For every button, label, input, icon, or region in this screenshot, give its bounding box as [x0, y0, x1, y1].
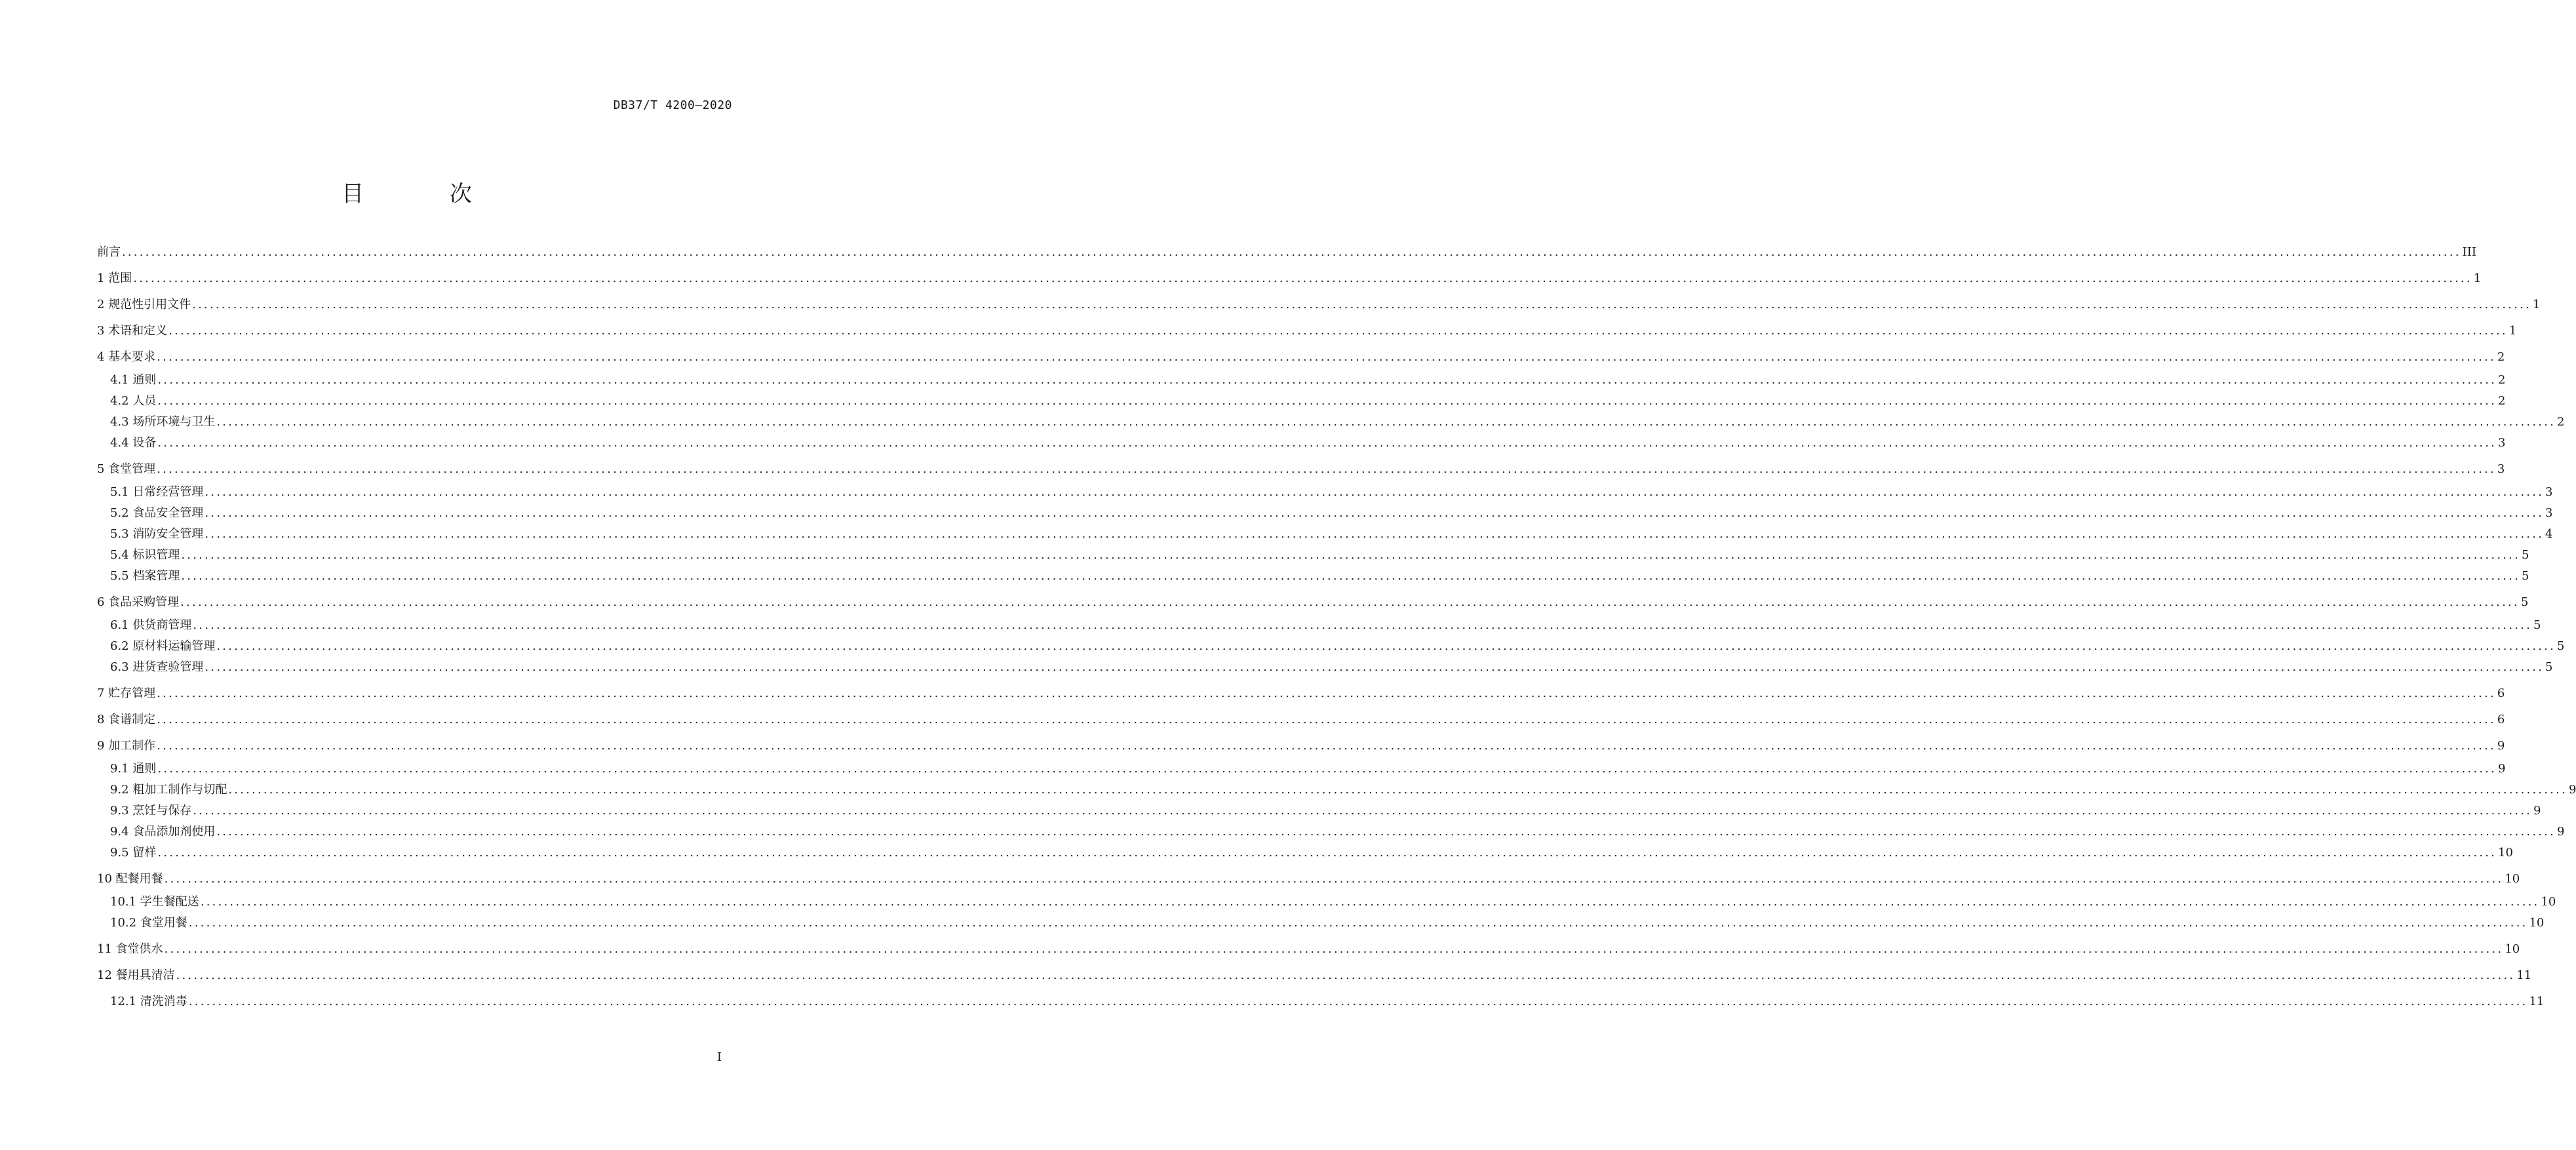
toc-entry-page: 1: [2508, 324, 2517, 338]
toc-entry-label: 2 规范性引用文件: [97, 298, 191, 311]
toc-entry[interactable]: [110, 803, 2541, 820]
toc-entry-label: 6 食品采购管理: [97, 595, 180, 609]
toc-entry-label: 9.5 留样: [110, 846, 157, 860]
toc-entry-label: 5.1 日常经营管理: [110, 485, 204, 499]
toc-leader-dots: ................................................................................................................................................................................................................................................................................................................................................................................................................: [157, 394, 2497, 408]
toc-entry[interactable]: [110, 993, 2545, 1010]
toc-entry[interactable]: [97, 270, 2482, 287]
toc-entry[interactable]: [97, 967, 2532, 984]
toc-entry[interactable]: [110, 435, 2506, 452]
page-number: I: [716, 1050, 722, 1064]
toc-entry-page: 10: [2505, 942, 2520, 956]
toc-leader-dots: ................................................................................................................................................................................................................................................................................................................................................................................................................: [168, 324, 2508, 338]
toc-entry[interactable]: [110, 761, 2506, 778]
toc-entry-page: 5: [2520, 595, 2529, 609]
toc-entry[interactable]: [97, 711, 2505, 728]
toc-entry-page: 9: [2533, 804, 2541, 818]
toc-entry[interactable]: [110, 547, 2529, 564]
toc-leader-dots: ................................................................................................................................................................................................................................................................................................................................................................................................................: [157, 713, 2496, 726]
toc-entry-page: 3: [2545, 485, 2553, 499]
toc-leader-dots: ................................................................................................................................................................................................................................................................................................................................................................................................................: [205, 527, 2545, 541]
toc-entry[interactable]: [97, 323, 2517, 340]
toc-entry-page: 3: [2497, 462, 2505, 476]
toc-entry-page: 11: [2529, 995, 2545, 1008]
toc-entry[interactable]: [97, 244, 2477, 261]
toc-entry-label: 6.3 进货查验管理: [110, 660, 204, 674]
toc-entry-label: 4 基本要求: [97, 350, 156, 364]
toc-entry-label: 10 配餐用餐: [97, 872, 163, 886]
toc-entry[interactable]: [110, 894, 2556, 911]
toc-leader-dots: ................................................................................................................................................................................................................................................................................................................................................................................................................: [176, 968, 2516, 982]
toc-entry-label: 10.1 学生餐配送: [110, 895, 199, 909]
toc-entry[interactable]: [110, 659, 2553, 676]
toc-entry-page: 5: [2557, 639, 2565, 653]
toc-entry-page: 10: [2505, 872, 2520, 886]
toc-entry-label: 前言: [97, 245, 121, 259]
toc-entry-label: 11 食堂供水: [97, 942, 163, 956]
toc-entry-label: 7 贮存管理: [97, 686, 156, 700]
toc-entry[interactable]: [97, 738, 2505, 755]
toc-entry-page: 9: [2569, 783, 2576, 797]
toc-entry-label: 4.2 人员: [110, 394, 157, 408]
toc-entry-page: 10: [2541, 895, 2556, 909]
toc-entry-page: 3: [2545, 506, 2553, 520]
document-code: DB37/T 4200—2020: [613, 98, 732, 112]
toc-leader-dots: ................................................................................................................................................................................................................................................................................................................................................................................................................: [181, 548, 2521, 562]
toc-entry-label: 4.1 通则: [110, 373, 157, 387]
toc-leader-dots: ................................................................................................................................................................................................................................................................................................................................................................................................................: [133, 271, 2472, 285]
toc-entry-page: 10: [2529, 916, 2545, 930]
toc-entry-page: III: [2462, 245, 2477, 259]
toc-leader-dots: ................................................................................................................................................................................................................................................................................................................................................................................................................: [228, 783, 2568, 797]
toc-entry[interactable]: [97, 941, 2520, 958]
toc-leader-dots: ................................................................................................................................................................................................................................................................................................................................................................................................................: [205, 506, 2545, 520]
toc-entry-label: 6.2 原材料运输管理: [110, 639, 216, 653]
toc-entry-page: 2: [2497, 350, 2505, 364]
toc-entry-label: 10.2 食堂用餐: [110, 916, 187, 930]
toc-leader-dots: ................................................................................................................................................................................................................................................................................................................................................................................................................: [180, 595, 2520, 609]
toc-entry-page: 3: [2498, 436, 2506, 450]
toc-entry[interactable]: [97, 461, 2505, 478]
toc-entry[interactable]: [110, 844, 2513, 862]
toc-entry-label: 9 加工制作: [97, 739, 156, 753]
toc-entry[interactable]: [110, 915, 2545, 932]
toc-leader-dots: ................................................................................................................................................................................................................................................................................................................................................................................................................: [205, 660, 2545, 674]
toc-leader-dots: ................................................................................................................................................................................................................................................................................................................................................................................................................: [164, 942, 2504, 956]
toc-entry-page: 9: [2497, 739, 2505, 753]
toc-leader-dots: ................................................................................................................................................................................................................................................................................................................................................................................................................: [157, 739, 2496, 753]
toc-entry-page: 6: [2497, 713, 2505, 726]
toc-leader-dots: ................................................................................................................................................................................................................................................................................................................................................................................................................: [157, 436, 2497, 450]
toc-entry-label: 9.4 食品添加剂使用: [110, 825, 216, 839]
page-title: 目 次: [342, 181, 511, 207]
toc-entry-label: 8 食谱制定: [97, 713, 156, 726]
toc-entry-page: 5: [2545, 660, 2553, 674]
toc-entry-page: 10: [2498, 846, 2513, 860]
toc-entry[interactable]: [110, 414, 2565, 431]
toc-entry-label: 5.5 档案管理: [110, 569, 180, 583]
toc-entry-page: 9: [2557, 825, 2565, 839]
toc-entry-page: 5: [2522, 548, 2529, 562]
toc-entry[interactable]: [110, 568, 2529, 585]
toc-entry-label: 9.1 通则: [110, 762, 157, 776]
toc-leader-dots: ................................................................................................................................................................................................................................................................................................................................................................................................................: [200, 895, 2540, 909]
toc-entry[interactable]: [110, 617, 2541, 634]
toc-leader-dots: ................................................................................................................................................................................................................................................................................................................................................................................................................: [216, 825, 2556, 839]
toc-entry-label: 5 食堂管理: [97, 462, 156, 476]
toc-leader-dots: ................................................................................................................................................................................................................................................................................................................................................................................................................: [157, 686, 2496, 700]
toc-entry[interactable]: [97, 594, 2529, 611]
toc-entry[interactable]: [110, 372, 2506, 389]
toc-entry-label: 9.3 烹饪与保存: [110, 804, 192, 818]
toc-entry[interactable]: [97, 871, 2520, 888]
toc-entry-label: 4.3 场所环境与卫生: [110, 415, 216, 429]
toc-leader-dots: ................................................................................................................................................................................................................................................................................................................................................................................................................: [181, 569, 2521, 583]
toc-leader-dots: ................................................................................................................................................................................................................................................................................................................................................................................................................: [157, 462, 2496, 476]
toc-leader-dots: ................................................................................................................................................................................................................................................................................................................................................................................................................: [157, 762, 2497, 776]
toc-entry-page: 2: [2498, 373, 2506, 387]
toc-entry-label: 5.2 食品安全管理: [110, 506, 204, 520]
toc-leader-dots: ................................................................................................................................................................................................................................................................................................................................................................................................................: [205, 485, 2545, 499]
toc-entry-page: 6: [2497, 686, 2505, 700]
toc-entry-page: 2: [2557, 415, 2565, 429]
toc-entry[interactable]: [110, 526, 2553, 543]
toc-entry[interactable]: [110, 393, 2506, 410]
toc-leader-dots: ................................................................................................................................................................................................................................................................................................................................................................................................................: [188, 995, 2528, 1008]
toc-entry-page: 5: [2522, 569, 2529, 583]
toc-entry[interactable]: [97, 685, 2505, 702]
toc-entry[interactable]: [97, 349, 2505, 366]
toc-entry[interactable]: [110, 823, 2565, 841]
toc-entry-page: 11: [2516, 968, 2532, 982]
toc-leader-dots: ................................................................................................................................................................................................................................................................................................................................................................................................................: [216, 639, 2556, 653]
toc-entry-label: 12.1 清洗消毒: [110, 995, 187, 1008]
toc-entry[interactable]: [110, 638, 2565, 655]
toc-entry-page: 1: [2473, 271, 2482, 285]
toc-entry-label: 4.4 设备: [110, 436, 157, 450]
toc-leader-dots: ................................................................................................................................................................................................................................................................................................................................................................................................................: [193, 804, 2533, 818]
toc-entry-label: 5.3 消防安全管理: [110, 527, 204, 541]
toc-entry-label: 3 术语和定义: [97, 324, 168, 338]
toc-leader-dots: ................................................................................................................................................................................................................................................................................................................................................................................................................: [157, 350, 2496, 364]
toc-entry[interactable]: [110, 505, 2553, 522]
toc-entry-page: 5: [2533, 618, 2541, 632]
toc-leader-dots: ................................................................................................................................................................................................................................................................................................................................................................................................................: [193, 618, 2533, 632]
toc-entry-page: 4: [2545, 527, 2553, 541]
toc-entry-label: 9.2 粗加工制作与切配: [110, 783, 227, 797]
toc-leader-dots: ................................................................................................................................................................................................................................................................................................................................................................................................................: [164, 872, 2504, 886]
toc-leader-dots: ................................................................................................................................................................................................................................................................................................................................................................................................................: [192, 298, 2531, 311]
toc-entry[interactable]: [110, 782, 2576, 799]
toc-entry-label: 12 餐用具清洁: [97, 968, 175, 982]
toc-entry-page: 2: [2498, 394, 2506, 408]
toc-leader-dots: ................................................................................................................................................................................................................................................................................................................................................................................................................: [122, 245, 2461, 259]
toc-entry[interactable]: [110, 484, 2553, 501]
toc-entry-page: 1: [2532, 298, 2541, 311]
toc-leader-dots: ................................................................................................................................................................................................................................................................................................................................................................................................................: [157, 373, 2497, 387]
toc-entry-label: 5.4 标识管理: [110, 548, 180, 562]
toc-leader-dots: ................................................................................................................................................................................................................................................................................................................................................................................................................: [157, 846, 2497, 860]
toc-entry-label: 1 范围: [97, 271, 132, 285]
toc-entry-label: 6.1 供货商管理: [110, 618, 192, 632]
toc-leader-dots: ................................................................................................................................................................................................................................................................................................................................................................................................................: [188, 916, 2528, 930]
toc-leader-dots: ................................................................................................................................................................................................................................................................................................................................................................................................................: [216, 415, 2556, 429]
toc-entry-page: 9: [2498, 762, 2506, 776]
toc-entry[interactable]: [97, 296, 2541, 313]
